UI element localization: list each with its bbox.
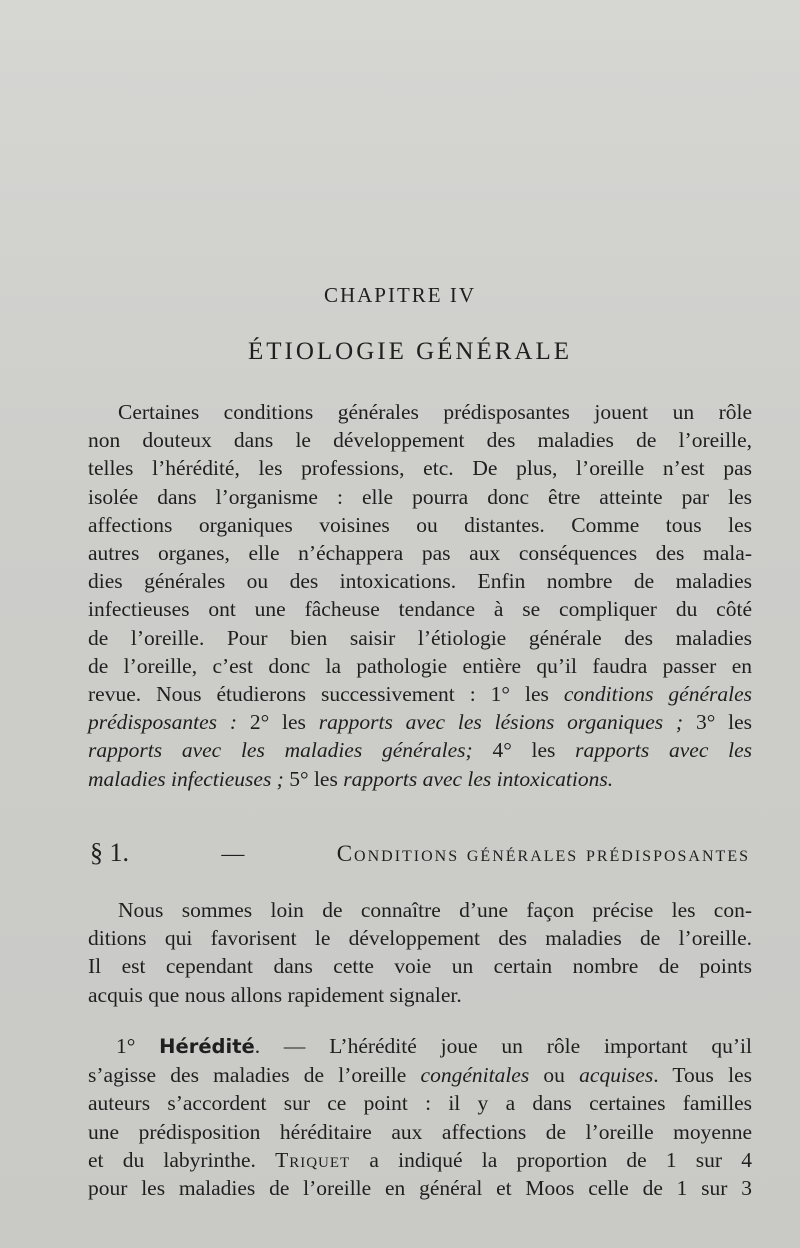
text-line [88, 1032, 752, 1061]
text-run: s’agisse des maladies de l’oreille [88, 1063, 421, 1088]
italic-run: maladies infectieuses ; [88, 766, 284, 791]
text-line: telles l’hérédité, les professions, etc. De plus, l’oreille n’est pas [88, 456, 752, 481]
text-run: ou [529, 1063, 580, 1088]
intro-paragraph [88, 398, 752, 793]
text-line: affections organiques voisines ou distantes. Comme tous les [88, 512, 752, 537]
italic-run: acquises [579, 1063, 654, 1088]
text-line: acquis que nous allons rapidement signaler. [88, 982, 462, 1007]
text-run: 5° les [283, 766, 344, 791]
text-line [88, 1146, 752, 1174]
text-run: . Tous les [653, 1063, 752, 1088]
italic-run: prédisposantes : [88, 710, 237, 735]
italic-run: congénitales [420, 1063, 530, 1088]
italic-run: rapports avec les lésions organiques ; [318, 710, 684, 735]
text-line: une prédisposition héréditaire aux affections de l’oreille moyenne [88, 1119, 752, 1144]
text-line: dies générales ou des intoxications. Enfin nombre de maladies [88, 569, 752, 594]
text-line: auteurs s’accordent sur ce point : il y a dans certaines familles [88, 1091, 752, 1116]
subsection-title: Hérédité [159, 1035, 255, 1058]
text-line [88, 680, 752, 708]
text-run: 4° les [472, 738, 576, 763]
text-line: de l’oreille, c’est donc la pathologie entière qu’il faudra passer en [88, 653, 752, 678]
text-line: Certaines conditions générales prédisposantes jouent un rôle [118, 400, 752, 424]
text-run: 1° [116, 1034, 160, 1058]
author-name: Triquet [275, 1147, 351, 1172]
text-line: autres organes, elle n’échappera pas aux conséquences des mala- [88, 541, 752, 566]
text-line [88, 736, 752, 764]
text-line: Nous sommes loin de connaître d’une façon précise les con- [118, 898, 752, 922]
text-line [88, 708, 752, 736]
text-run: 3° les [683, 710, 753, 735]
text-run: revue. Nous étudierons successivement : 1° les [88, 682, 564, 707]
text-run: et du labyrinthe. [88, 1147, 276, 1172]
text-line: pour les maladies de l’oreille en général et Moos celle de 1 sur 3 [88, 1176, 752, 1201]
text-line: ditions qui favorisent le développement des maladies de l’oreille. [88, 926, 752, 951]
italic-run: rapports avec les intoxications. [343, 766, 614, 791]
text-line: isolée dans l’organisme : elle pourra donc être atteinte par les [88, 484, 752, 509]
text-run: . — L’hérédité joue un rôle important qu’il [254, 1034, 752, 1058]
section-number: § 1. [90, 838, 129, 867]
italic-run: rapports avec les maladies générales; [88, 738, 473, 763]
text-line [88, 1061, 752, 1089]
section-heading [90, 838, 750, 868]
chapter-title: ÉTIOLOGIE GÉNÉRALE [247, 338, 573, 365]
text-line: Il est cependant dans cette voie un certain nombre de points [88, 954, 752, 979]
heredite-paragraph [88, 1032, 752, 1202]
chapter-label: CHAPITRE IV [323, 283, 477, 307]
section-paragraph [88, 896, 752, 1009]
text-run: 2° les [237, 710, 319, 735]
text-line: non douteux dans le développement des maladies de l’oreille, [88, 428, 752, 453]
section-title: Conditions générales prédisposantes [336, 841, 750, 866]
italic-run: rapports avec les [575, 738, 752, 763]
text-line: infectieuses ont une fâcheuse tendance à se compliquer du côté [88, 597, 752, 622]
text-line: de l’oreille. Pour bien saisir l’étiologie générale des maladies [88, 625, 752, 650]
italic-run: conditions générales [563, 682, 753, 707]
text-line [88, 765, 752, 793]
text-run: a indiqué la proportion de 1 sur 4 [350, 1147, 753, 1172]
section-dash: — [221, 841, 245, 866]
